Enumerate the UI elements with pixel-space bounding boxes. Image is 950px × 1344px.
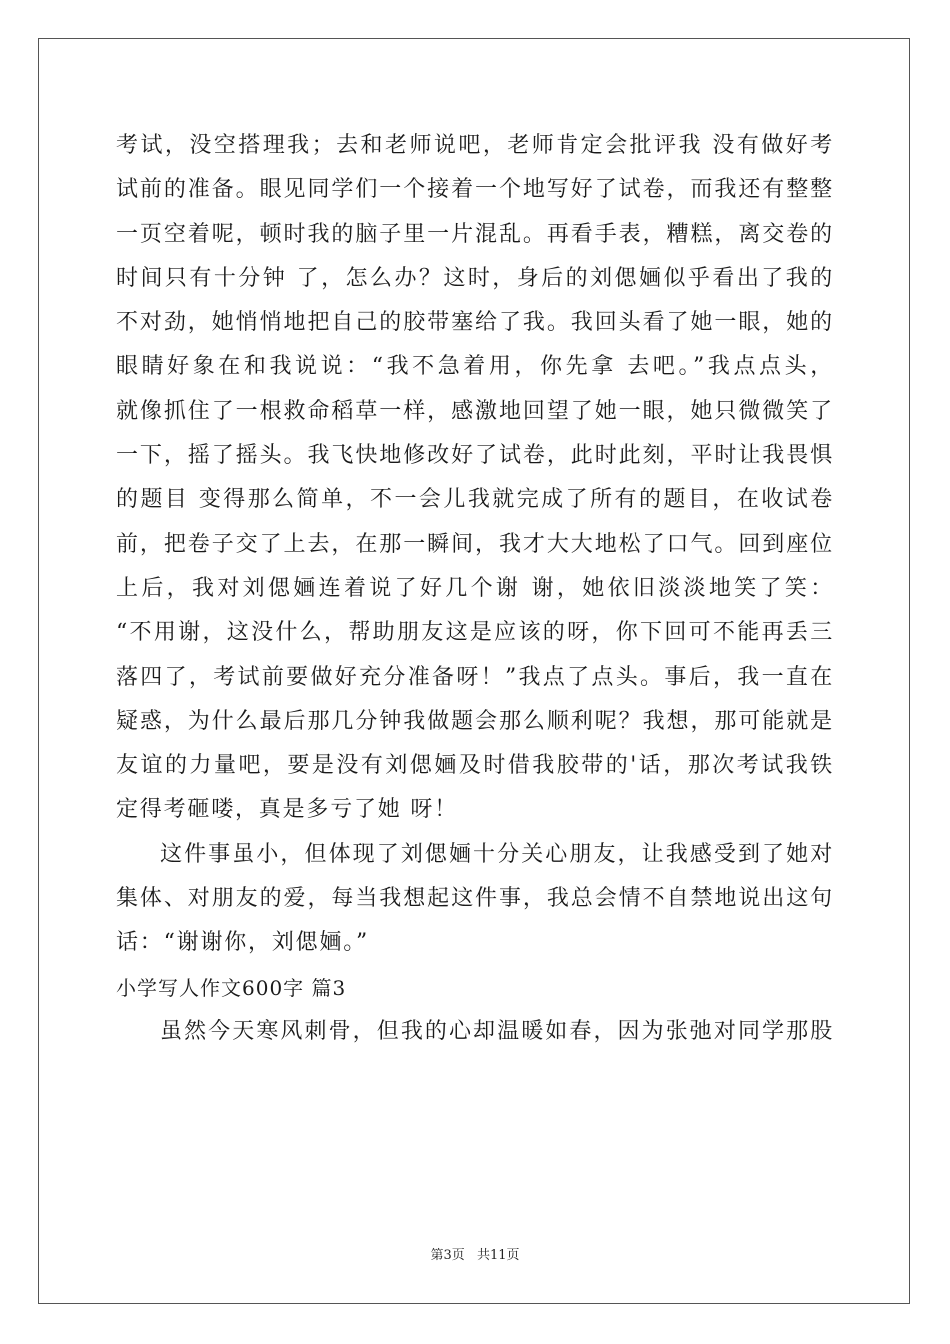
text-line: 友谊的力量吧，要是没有刘偲婳及时借我胶带的'话，那次考试我铁 <box>116 753 834 779</box>
text-line: 就像抓住了一根救命稻草一样，感激地回望了她一眼，她只微微笑了 <box>116 398 834 424</box>
text-line: 时间只有十分钟 了，怎么办？这时，身后的刘偲婳似乎看出了我的 <box>116 265 834 291</box>
text-line: 眼睛好象在和我说说：“我不急着用，你先拿 去吧。”我点点头， <box>116 354 834 380</box>
page-footer <box>0 1244 950 1263</box>
text-line: 一下，摇了摇头。我飞快地修改好了试卷，此时此刻，平时让我畏惧 <box>116 443 834 469</box>
text-line: 话：“谢谢你，刘偲婳。” <box>116 930 370 956</box>
text-line: 定得考砸喽，真是多亏了她 呀！ <box>116 797 458 823</box>
paragraph-start-line: 虽然今天寒风刺骨，但我的心却温暖如春，因为张弛对同学那股 <box>160 1018 834 1044</box>
text-line: 集体、对朋友的爱，每当我想起这件事，我总会情不自禁地说出这句 <box>116 886 834 912</box>
text-line: “不用谢，这没什么，帮助朋友这是应该的呀，你下回可不能再丢三 <box>116 620 834 646</box>
text-line: 上后，我对刘偲婳连着说了好几个谢 谢，她依旧淡淡地笑了笑： <box>116 575 834 601</box>
section-heading: 小学写人作文600字 篇3 <box>116 975 347 1000</box>
text-line: 不对劲，她悄悄地把自己的胶带塞给了我。我回头看了她一眼，她的 <box>116 310 834 336</box>
page-number: 第3页 <box>430 1248 465 1263</box>
body-text <box>116 124 834 1054</box>
text-line: 落四了，考试前要做好充分准备呀！”我点了点头。事后，我一直在 <box>116 664 834 690</box>
text-line: 疑惑，为什么最后那几分钟我做题会那么顺利呢？我想，那可能就是 <box>116 708 834 734</box>
total-pages: 共11页 <box>476 1248 520 1263</box>
text-line: 的题目 变得那么简单，不一会儿我就完成了所有的题目，在收试卷 <box>116 487 834 513</box>
text-line: 试前的准备。眼见同学们一个接着一个地写好了试卷，而我还有整整 <box>116 177 834 203</box>
text-line: 一页空着呢，顿时我的脑子里一片混乱。再看手表，糟糕，离交卷的 <box>116 221 834 247</box>
text-line: 考试，没空搭理我；去和老师说吧，老师肯定会批评我 没有做好考 <box>116 133 834 158</box>
paragraph-start-line: 这件事虽小，但体现了刘偲婳十分关心朋友，让我感受到了她对 <box>160 841 834 867</box>
text-line: 前，把卷子交了上去，在那一瞬间，我才大大地松了口气。回到座位 <box>116 531 834 557</box>
